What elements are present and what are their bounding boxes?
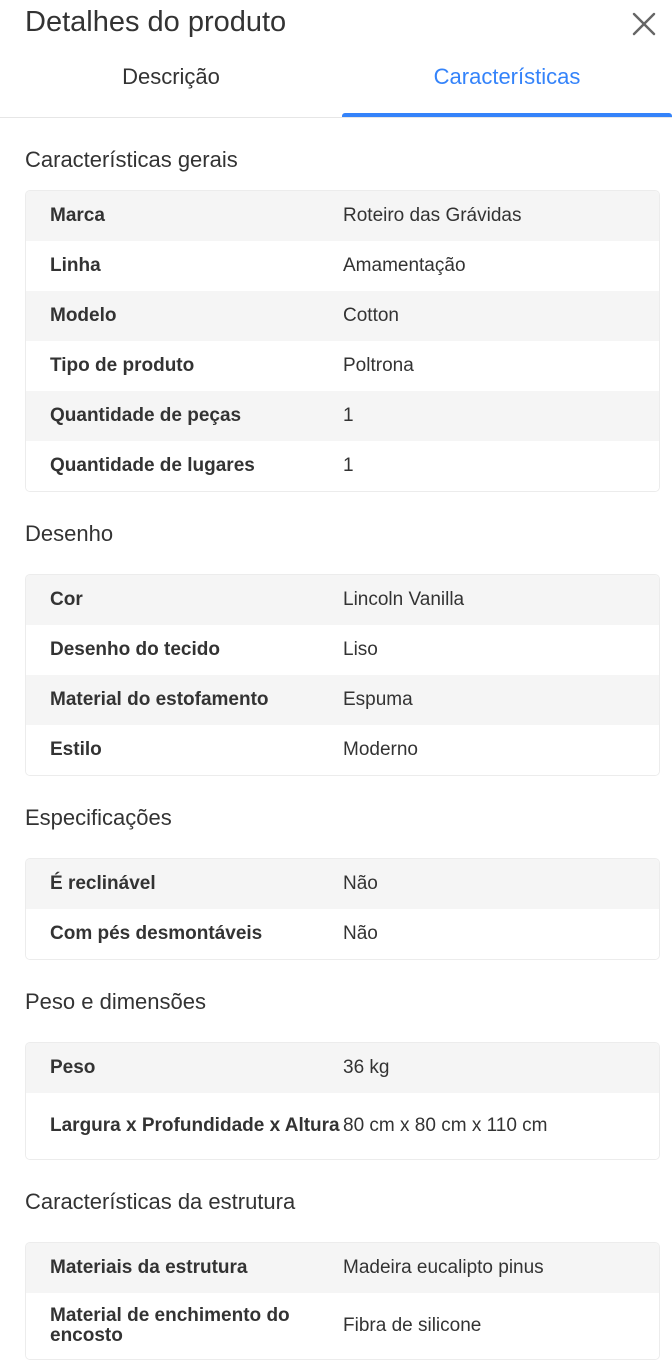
spec-value: 1 [343,455,354,476]
close-icon [630,10,658,38]
spec-row [26,291,659,341]
spec-section [0,1160,672,1360]
spec-label: Com pés desmontáveis [50,923,263,944]
spec-section [0,776,672,960]
spec-label: Material do estofamento [50,689,269,710]
spec-row [26,441,659,491]
spec-table [25,1242,660,1360]
spec-label: Desenho do tecido [50,639,220,660]
spec-row [26,1293,659,1359]
spec-value: Moderno [343,739,418,760]
specs-content [0,118,672,1360]
spec-label: É reclinável [50,873,156,894]
spec-section [0,118,672,492]
spec-table [25,858,660,960]
spec-label: Quantidade de peças [50,405,242,426]
spec-value: Roteiro das Grávidas [343,205,522,226]
spec-label: Tipo de produto [50,355,195,376]
spec-row [26,1093,659,1159]
spec-label: Quantidade de lugares [50,455,255,476]
spec-table [25,190,660,492]
spec-label: Materiais da estrutura [50,1257,248,1278]
spec-row [26,191,659,241]
spec-label: Linha [50,255,101,276]
spec-row [26,391,659,441]
spec-row [26,341,659,391]
spec-value: 1 [343,405,354,426]
section-title: Peso e dimensões [25,989,206,1014]
spec-value: Não [343,873,378,894]
spec-row [26,1243,659,1293]
spec-value: Amamentação [343,255,466,276]
spec-value: 36 kg [343,1057,390,1078]
spec-value: Não [343,923,378,944]
modal-header [0,0,672,118]
spec-label: Estilo [50,739,102,760]
spec-value: 80 cm x 80 cm x 110 cm [343,1115,548,1136]
spec-row [26,241,659,291]
spec-label: Cor [50,589,83,610]
tab-descricao[interactable]: Descrição [122,64,220,89]
spec-row [26,909,659,959]
close-button[interactable] [630,10,658,38]
spec-row [26,575,659,625]
spec-label: Material de enchimento do encosto [50,1305,290,1346]
spec-table [25,574,660,776]
spec-value: Espuma [343,689,413,710]
spec-section [0,960,672,1160]
tab-caracteristicas[interactable]: Características [433,64,581,89]
spec-label: Marca [50,205,105,226]
spec-value: Madeira eucalipto pinus [343,1257,544,1278]
spec-row [26,625,659,675]
spec-value: Fibra de silicone [343,1315,482,1336]
section-title: Características da estrutura [25,1189,296,1214]
spec-value: Liso [343,639,378,660]
spec-label: Modelo [50,305,117,326]
spec-row [26,675,659,725]
spec-value: Cotton [343,305,399,326]
spec-value: Lincoln Vanilla [343,589,465,610]
section-title: Características gerais [25,147,238,172]
spec-label: Largura x Profundidade x Altura [50,1115,340,1136]
spec-label: Peso [50,1057,96,1078]
spec-row [26,859,659,909]
spec-table [25,1042,660,1160]
spec-section [0,492,672,776]
section-title: Desenho [25,521,114,546]
spec-row [26,1043,659,1093]
spec-value: Poltrona [343,355,414,376]
page-title: Detalhes do produto [25,6,287,38]
spec-row [26,725,659,775]
section-title: Especificações [25,805,172,830]
